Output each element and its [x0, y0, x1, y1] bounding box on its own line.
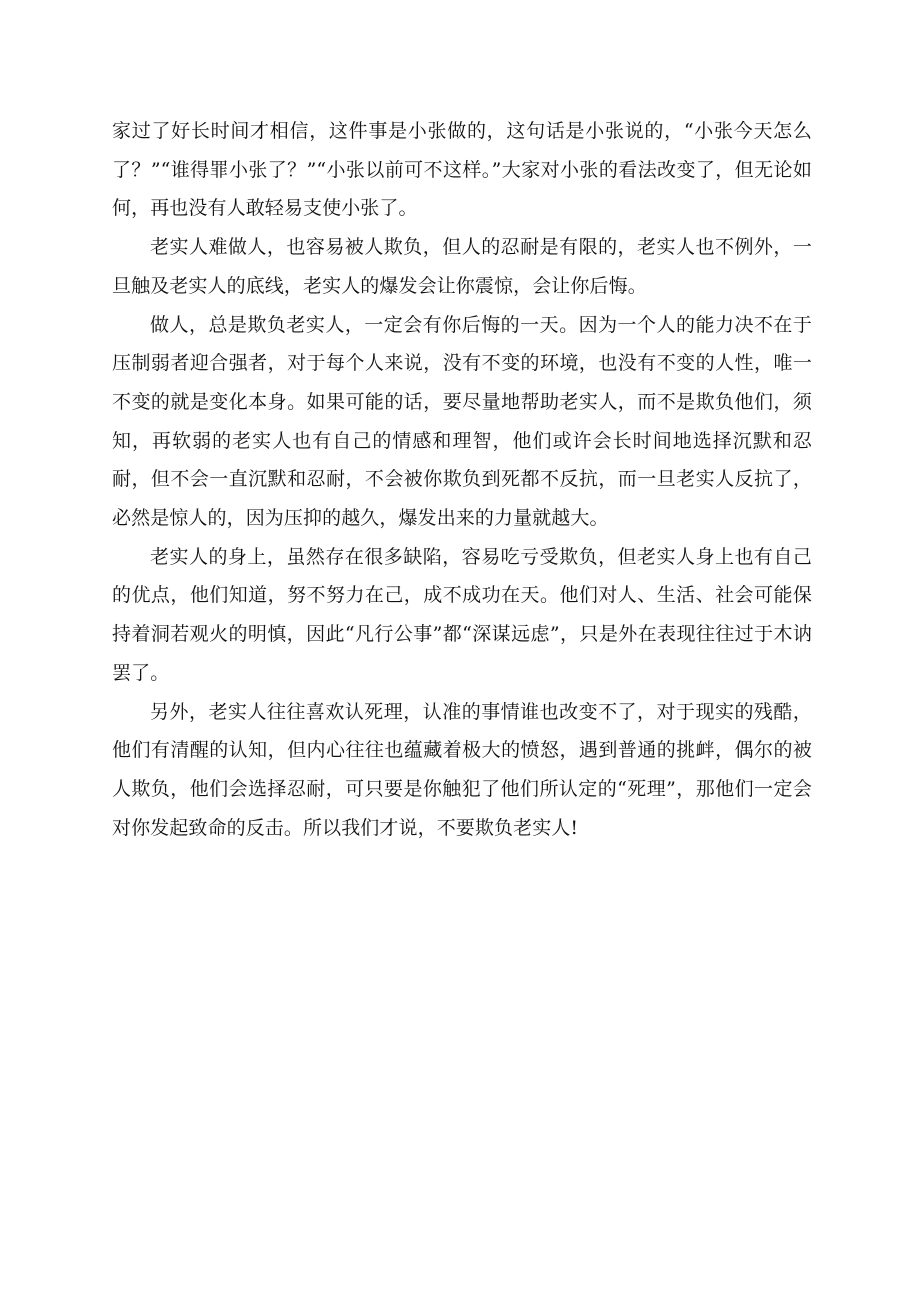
paragraph: 老实人的身上，虽然存在很多缺陷，容易吃亏受欺负，但老实人身上也有自己的优点，他们知道，努不努力在己，成不成功在天。他们对人、生活、社会可能保持着洞若观火的明慎，因此“凡行公事”都“深谋远虑”，只是外在表现往往过于木讷罢了。 — [112, 545, 812, 684]
paragraph: 做人，总是欺负老实人，一定会有你后悔的一天。因为一个人的能力决不在于压制弱者迎合强者，对于每个人来说，没有不变的环境，也没有不变的人性，唯一不变的就是变化本身。如果可能的话，要尽量地帮助老实人，而不是欺负他们，须知，再软弱的老实人也有自己的情感和理智，他们或许会长时间地选择沉默和忍耐，但不会一直沉默和忍耐，不会被你欺负到死都不反抗，而一旦老实人反抗了，必然是惊人的，因为压抑的越久，爆发出来的力量就越大。 — [112, 313, 812, 530]
document-body — [112, 112, 812, 847]
paragraph-continuation: 家过了好长时间才相信，这件事是小张做的，这句话是小张说的，“小张今天怎么了？”“谁得罪小张了？”“小张以前可不这样。”大家对小张的看法改变了，但无论如何，再也没有人敢轻易支使小张了。 — [112, 120, 812, 220]
paragraph: 老实人难做人，也容易被人欺负，但人的忍耐是有限的，老实人也不例外，一旦触及老实人的底线，老实人的爆发会让你震惊，会让你后悔。 — [112, 236, 812, 297]
paragraph: 另外，老实人往往喜欢认死理，认准的事情谁也改变不了，对于现实的残酷，他们有清醒的认知，但内心往往也蕴藏着极大的愤怒，遇到普通的挑衅，偶尔的被人欺负，他们会选择忍耐，可只要是你触犯了他们所认定的“死理”，那他们一定会对你发起致命的反击。所以我们才说，不要欺负老实人! — [112, 700, 812, 839]
